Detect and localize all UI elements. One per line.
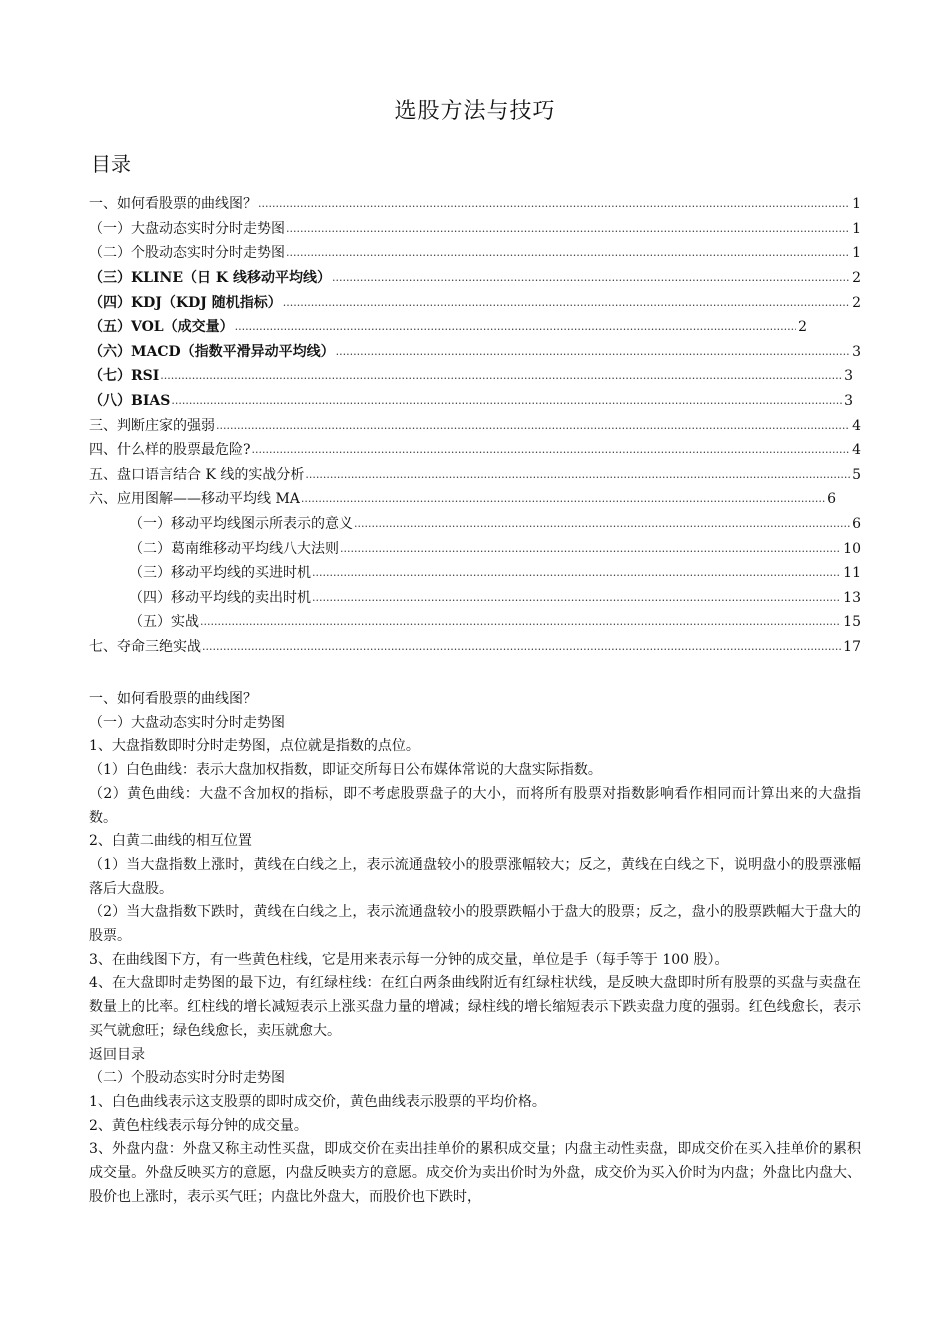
paragraph: 4、在大盘即时走势图的最下边，有红绿柱线：在红白两条曲线附近有红绿柱状线，是反映大盘即时所有股票的买盘与卖盘在数量上的比率。红柱线的增长减短表示上涨买盘力量的增减；绿柱线的增长缩短表示下跌卖盘力度的强弱。红色线愈长，表示买气就愈旺；绿色线愈长，卖压就愈大。	[89, 975, 861, 1039]
toc-entry[interactable]: （四）KDJ（KDJ 随机指标） ..... 2	[89, 290, 861, 315]
toc-entry[interactable]: （一）大盘动态实时分时走势图 ..... 1	[89, 217, 861, 242]
document-body	[89, 688, 861, 1209]
toc-entry[interactable]: （七）RSI ..... 3	[89, 364, 853, 389]
document-title: 选股方法与技巧	[394, 99, 556, 124]
toc-entry[interactable]: （二）个股动态实时分时走势图 ..... 1	[89, 241, 861, 266]
toc-entry[interactable]: 六、应用图解——移动平均线 MA ..... 6	[89, 487, 836, 512]
toc-entry[interactable]: （一）移动平均线图示所表示的意义 ..... 6	[89, 512, 861, 537]
return-to-toc-link[interactable]: 返回目录	[89, 1046, 145, 1063]
toc-entry[interactable]: 七、夺命三绝实战 ..... 17	[89, 635, 861, 660]
toc-entry[interactable]: 一、如何看股票的曲线图？ ..... 1	[89, 192, 861, 217]
toc-entry[interactable]: （八）BIAS ..... 3	[89, 389, 853, 414]
toc-entry[interactable]: 三、判断庄家的强弱 ..... 4	[89, 413, 861, 438]
paragraph: 2、黄色柱线表示每分钟的成交量。	[89, 1117, 308, 1134]
paragraph: （1）白色曲线：表示大盘加权指数，即证交所每日公布媒体常说的大盘实际指数。	[89, 762, 602, 779]
toc-entry[interactable]: 四、什么样的股票最危险? ..... 4	[89, 438, 861, 463]
paragraph: 3、在曲线图下方，有一些黄色柱线，它是用来表示每一分钟的成交量，单位是手（每手等于 100 股）。	[89, 951, 729, 968]
subsection-heading: （一）大盘动态实时分时走势图	[89, 714, 285, 731]
toc-entry[interactable]: 五、盘口语言结合 K 线的实战分析 ..... 5	[89, 463, 861, 488]
paragraph: （2）当大盘指数下跌时，黄线在白线之上，表示流通盘较小的股票跌幅小于盘大的股票；反之，盘小的股票跌幅大于盘大的股票。	[89, 904, 861, 945]
section-heading: 一、如何看股票的曲线图？	[89, 691, 257, 707]
paragraph: （2）黄色曲线：大盘不含加权的指标，即不考虑股票盘子的大小，而将所有股票对指数影响看作相同而计算出来的大盘指数。	[89, 785, 861, 826]
toc-entry[interactable]: （四）移动平均线的卖出时机 ..... 13	[89, 586, 861, 611]
toc-entry[interactable]: （二）葛南维移动平均线八大法则 ..... 10	[89, 536, 861, 561]
toc-entry[interactable]: （五）实战 ..... 15	[89, 610, 861, 635]
toc-heading: 目录	[91, 152, 131, 176]
table-of-contents	[89, 192, 861, 659]
paragraph: 1、大盘指数即时分时走势图，点位就是指数的点位。	[89, 738, 420, 755]
paragraph: 3、外盘内盘：外盘又称主动性买盘，即成交价在卖出挂单价的累积成交量；内盘主动性卖盘，即成交价在买入挂单价的累积成交量。外盘反映买方的意愿，内盘反映卖方的意愿。成交价为卖出价时为外盘，成交价为买入价时为内盘；外盘比内盘大、股价也上涨时，表示买气旺；内盘比外盘大，而股价也下跌时，	[89, 1141, 861, 1205]
toc-entry[interactable]: （三）KLINE（日 K 线移动平均线） ..... 2	[89, 266, 861, 291]
toc-entry[interactable]: （六）MACD（指数平滑异动平均线） ..... 3	[89, 340, 861, 365]
paragraph: 1、白色曲线表示这支股票的即时成交价，黄色曲线表示股票的平均价格。	[89, 1093, 546, 1110]
paragraph: 2、白黄二曲线的相互位置	[89, 833, 252, 850]
subsection-heading: （二）个股动态实时分时走势图	[89, 1070, 285, 1087]
toc-entry[interactable]: （三）移动平均线的买进时机 ..... 11	[89, 561, 861, 586]
paragraph: （1）当大盘指数上涨时，黄线在白线之上，表示流通盘较小的股票涨幅较大；反之，黄线在白线之下，说明盘小的股票涨幅落后大盘股。	[89, 856, 861, 897]
toc-entry[interactable]: （五）VOL（成交量） ..... 2	[89, 315, 807, 340]
